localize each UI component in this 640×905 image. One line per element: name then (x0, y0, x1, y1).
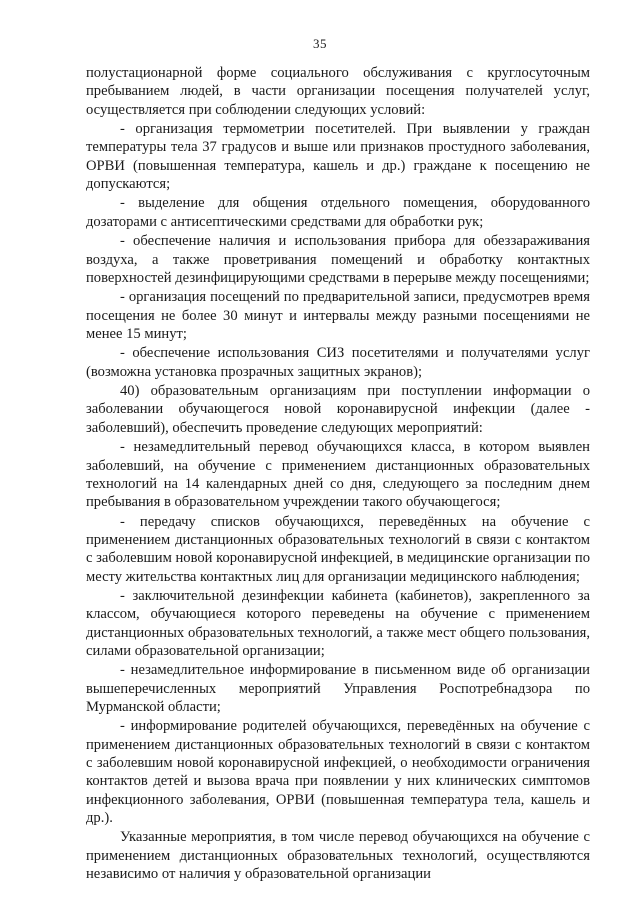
paragraph-closing: Указанные мероприятия, в том числе перевод обучающихся на обучение с применением дистанционных образовательных технологий, осуществляются независимо от наличия у образовательной организации (86, 829, 590, 883)
list-item-class-transfer: - незамедлительный перевод обучающихся класса, в котором выявлен заболевший, на обучение с применением дистанционных образовательных технологий на 14 календарных дней со дня, следующего за последним днем пребывания в образовательном учреждении такого обучающегося; (86, 439, 590, 511)
list-item-ppe: - обеспечение использования СИЗ посетителями и получателями услуг (возможна установка прозрачных защитных экранов); (86, 345, 590, 380)
paragraph-continuation: полустационарной форме социального обслуживания с круглосуточным пребыванием людей, в части организации посещения получателей услуг, осуществляется при соблюдении следующих условий: (86, 65, 590, 118)
list-item-separate-room: - выделение для общения отдельного помещения, оборудованного дозаторами с антисептическими средствами для обработки рук; (86, 195, 590, 230)
document-body (86, 64, 590, 885)
paragraph-item-40: 40) образовательным организациям при поступлении информации о заболевании обучающегося новой коронавирусной инфекции (далее - заболевший), обеспечить проведение следующих мероприятий: (86, 383, 590, 436)
page-number: 35 (313, 36, 327, 51)
list-item-contact-lists: - передачу списков обучающихся, переведённых на обучение с применением дистанционных образовательных технологий в связи с контактом с заболевшим новой коронавирусной инфекцией, в медицинские организации по месту жительства контактных лиц для организации медицинского наблюдения; (86, 513, 590, 585)
list-item-parents-notice: - информирование родителей обучающихся, переведённых на обучение с применением дистанционных образовательных технологий в связи с контактом с заболевшим новой коронавирусной инфекцией, о необходимости ограничения контактов детей и вызова врача при появлении у них клинических симптомов инфекционного заболевания, ОРВИ (повышенная температура тела, кашель и др.). (86, 718, 590, 826)
list-item-final-disinfection: - заключительной дезинфекции кабинета (кабинетов), закрепленного за классом, обучающиеся которого переведены на обучение с применением дистанционных образовательных технологий, а также мест общего пользования, силами образовательной организации; (86, 588, 590, 659)
list-item-thermometry: - организация термометрии посетителей. При выявлении у граждан температуры тела 37 градусов и выше или признаков простудного заболевания, ОРВИ (повышенная температура, кашель и др.) граждане к посещению не допускаются; (86, 121, 590, 192)
list-item-air-disinfection: - обеспечение наличия и использования прибора для обеззараживания воздуха, а также проветривания помещений и обработку контактных поверхностей дезинфицирующими средствами в перерыве между посещениями; (86, 233, 590, 286)
list-item-rospotrebnadzor-notice: - незамедлительное информирование в письменном виде об организации вышеперечисленных мероприятий Управления Роспотребнадзора по Мурманской области; (86, 662, 590, 715)
list-item-appointments: - организация посещений по предварительной записи, предусмотрев время посещения не более 30 минут и интервалы между разными посещениями не менее 15 минут; (86, 289, 590, 342)
